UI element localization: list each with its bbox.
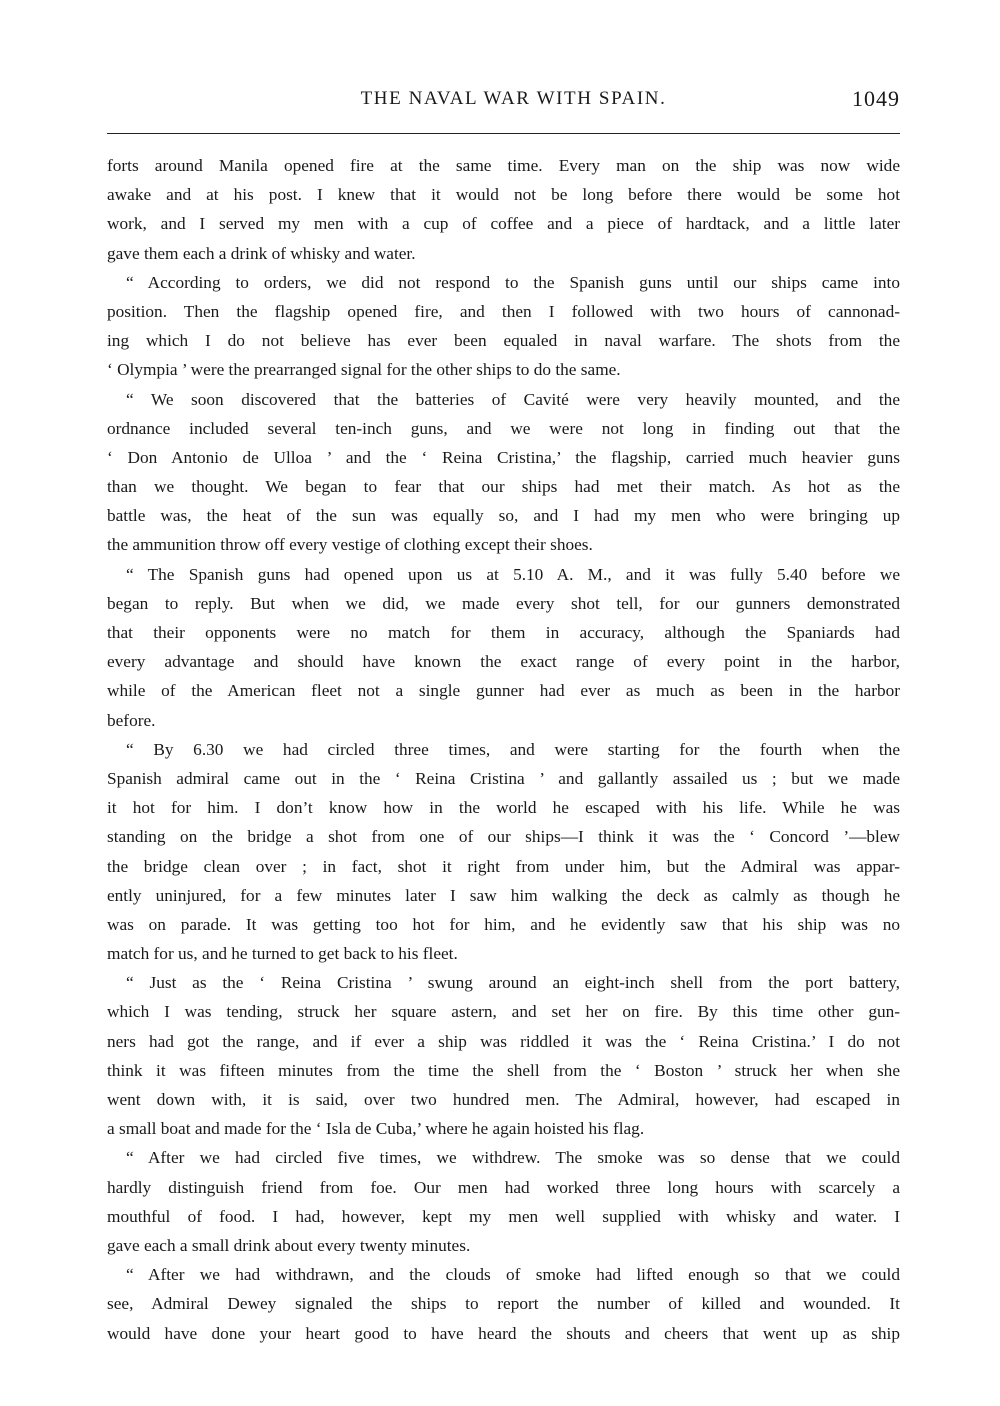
- running-header: [107, 84, 900, 114]
- text-line: “ According to orders, we did not respond to the Spanish guns until our ships came into: [126, 272, 900, 292]
- body-text: [107, 151, 900, 1348]
- text-line: ‘ Olympia ’ were the prearranged signal for the other ships to do the same.: [107, 360, 621, 380]
- text-line: would have done your heart good to have heard the shouts and cheers that went up as ship: [107, 1323, 900, 1343]
- text-line: Spanish admiral came out in the ‘ Reina Cristina ’ and gallantly assailed us ; but we made: [107, 768, 900, 788]
- text-line: gave them each a drink of whisky and water.: [107, 243, 416, 263]
- text-line: ing which I do not believe has ever been equaled in naval warfare. The shots from the: [107, 331, 900, 351]
- text-line: ‘ Don Antonio de Ulloa ’ and the ‘ Reina Cristina,’ the flagship, carried much heavier guns: [107, 447, 900, 467]
- text-line: “ After we had circled five times, we withdrew. The smoke was so dense that we could: [126, 1148, 900, 1168]
- text-line: battle was, the heat of the sun was equally so, and I had my men who were bringing up: [107, 506, 900, 526]
- text-line: think it was fifteen minutes from the time the shell from the ‘ Boston ’ struck her when she: [107, 1060, 900, 1080]
- text-line: every advantage and should have known the exact range of every point in the harbor,: [107, 652, 900, 672]
- text-line: “ We soon discovered that the batteries of Cavité were very heavily mounted, and the: [126, 389, 900, 409]
- paragraph: [107, 385, 900, 560]
- text-line: see, Admiral Dewey signaled the ships to report the number of killed and wounded. It: [107, 1294, 900, 1314]
- text-line: hardly distinguish friend from foe. Our men had worked three long hours with scarcely a: [107, 1177, 900, 1197]
- text-line: was on parade. It was getting too hot for him, and he evidently saw that his ship was no: [107, 914, 900, 934]
- text-line: while of the American fleet not a single gunner had ever as much as been in the harbor: [107, 681, 900, 701]
- text-line: “ After we had withdrawn, and the clouds of smoke had lifted enough so that we could: [126, 1265, 900, 1285]
- text-line: than we thought. We began to fear that our ships had met their match. As hot as the: [107, 477, 900, 497]
- text-line: match for us, and he turned to get back to his fleet.: [107, 944, 458, 964]
- text-line: “ The Spanish guns had opened upon us at 5.10 A. M., and it was fully 5.40 before we: [126, 564, 900, 584]
- text-line: that their opponents were no match for them in accuracy, although the Spaniards had: [107, 623, 900, 642]
- text-line: the bridge clean over ; in fact, shot it right from under him, but the Admiral was appar-: [107, 856, 900, 876]
- text-line: before.: [107, 710, 156, 730]
- text-line: “ Just as the ‘ Reina Cristina ’ swung around an eight-inch shell from the port battery,: [126, 973, 900, 993]
- text-line: forts around Manila opened fire at the same time. Every man on the ship was now wide: [107, 156, 900, 175]
- page-number: 1049: [852, 86, 900, 111]
- text-line: work, and I served my men with a cup of coffee and a piece of hardtack, and a little later: [107, 214, 900, 234]
- paragraph: [107, 151, 900, 268]
- text-line: “ By 6.30 we had circled three times, and were starting for the fourth when the: [126, 739, 900, 759]
- paragraph: [107, 968, 900, 1143]
- text-line: gave each a small drink about every twenty minutes.: [107, 1235, 471, 1255]
- text-line: a small boat and made for the ‘ Isla de Cuba,’ where he again hoisted his flag.: [107, 1119, 645, 1139]
- text-line: ordnance included several ten-inch guns, and we were not long in finding out that the: [107, 418, 900, 438]
- paragraph: [107, 735, 900, 969]
- text-line: position. Then the flagship opened fire, and then I followed with two hours of cannonad-: [107, 301, 900, 321]
- paragraph: [107, 1260, 900, 1348]
- text-line: ners had got the range, and if ever a ship was riddled it was the ‘ Reina Cristina.’ I do not: [107, 1031, 900, 1051]
- paragraph: [107, 560, 900, 735]
- text-line: began to reply. But when we did, we made every shot tell, for our gunners demonstrated: [107, 593, 900, 613]
- text-line: which I was tending, struck her square astern, and set her on fire. By this time other gun-: [107, 1002, 900, 1022]
- text-line: ently uninjured, for a few minutes later I saw him walking the deck as calmly as though he: [107, 885, 900, 905]
- text-line: the ammunition throw off every vestige of clothing except their shoes.: [107, 535, 593, 555]
- text-line: standing on the bridge a shot from one of our ships—I think it was the ‘ Concord ’—blew: [107, 827, 900, 847]
- paragraph: [107, 1143, 900, 1260]
- paragraph: [107, 268, 900, 385]
- running-title: THE NAVAL WAR WITH SPAIN.: [360, 88, 667, 109]
- header-rule: [107, 133, 900, 134]
- text-line: awake and at his post. I knew that it would not be long before there would be some hot: [107, 185, 900, 205]
- text-line: mouthful of food. I had, however, kept my men well supplied with whisky and water. I: [107, 1206, 900, 1226]
- text-line: it hot for him. I don’t know how in the world he escaped with his life. While he was: [107, 798, 900, 818]
- text-line: went down with, it is said, over two hundred men. The Admiral, however, had escaped in: [107, 1090, 900, 1109]
